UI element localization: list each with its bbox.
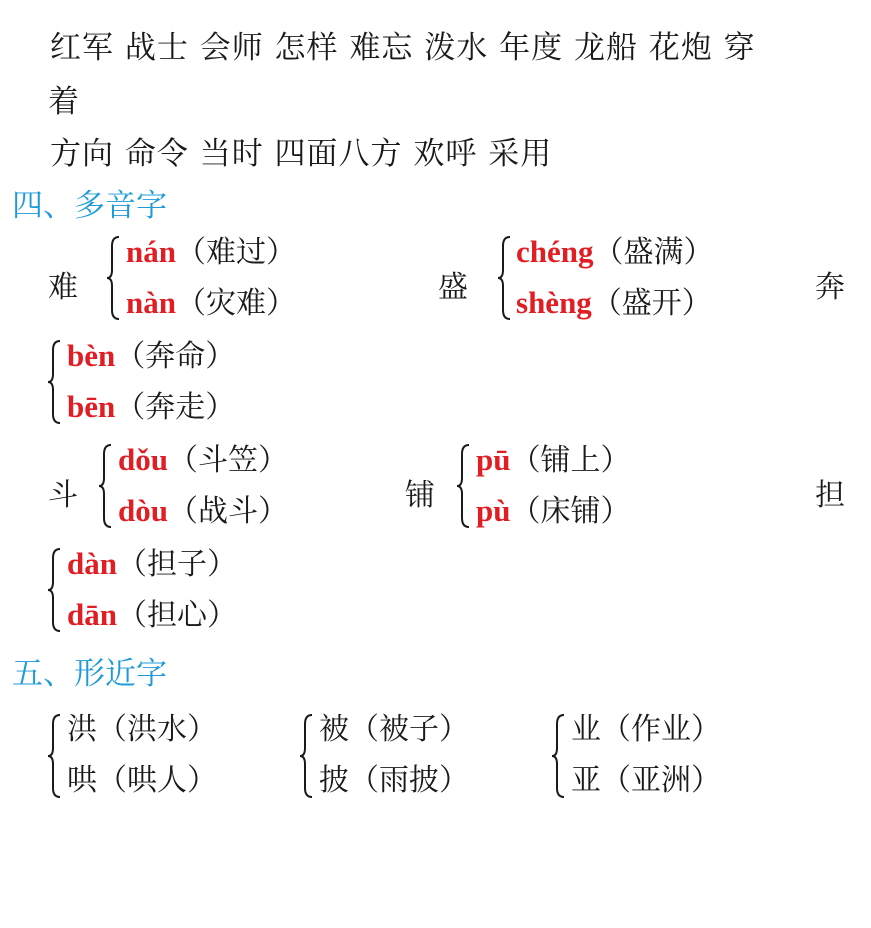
brace-icon bbox=[456, 444, 470, 528]
example-word: （灾难） bbox=[175, 286, 296, 321]
similar-char-item: 披（雨披） bbox=[319, 763, 469, 798]
polyphonic-char: 担 bbox=[815, 478, 845, 513]
reading-row bbox=[126, 232, 296, 272]
pinyin: dòu bbox=[118, 493, 168, 528]
vocab-line-2: 方向 命令 当时 四面八方 欢呼 采用 bbox=[50, 136, 553, 172]
example-word: （担心） bbox=[116, 598, 237, 633]
vocab-line-1-wrap: 着 bbox=[48, 84, 80, 120]
similar-char-item: 洪（洪水） bbox=[67, 712, 217, 747]
reading-row bbox=[67, 336, 235, 376]
example-word: （担子） bbox=[116, 547, 237, 582]
example-word: （盛满） bbox=[593, 235, 714, 270]
pinyin: bēn bbox=[67, 389, 116, 424]
pinyin: pù bbox=[476, 493, 511, 528]
polyphonic-char: 斗 bbox=[48, 478, 78, 513]
reading-row bbox=[126, 283, 296, 323]
section-heading-polyphonic: 四、多音字 bbox=[12, 188, 167, 224]
example-word: （奔走） bbox=[115, 390, 236, 425]
pinyin: chéng bbox=[516, 234, 594, 269]
pinyin: dān bbox=[67, 597, 117, 632]
example-word: （难过） bbox=[175, 235, 296, 270]
polyphonic-char: 铺 bbox=[405, 478, 435, 513]
brace-icon bbox=[299, 714, 313, 798]
brace-icon bbox=[98, 444, 112, 528]
example-word: （盛开） bbox=[591, 286, 712, 321]
reading-row bbox=[516, 232, 714, 272]
reading-row bbox=[67, 595, 237, 635]
similar-char-item: 被（被子） bbox=[319, 712, 469, 747]
reading-row bbox=[118, 491, 288, 531]
brace-icon bbox=[47, 340, 61, 424]
polyphonic-char: 难 bbox=[48, 270, 78, 305]
pinyin: nán bbox=[126, 234, 176, 269]
example-word: （床铺） bbox=[510, 494, 631, 529]
reading-row bbox=[476, 491, 630, 531]
similar-char-item: 亚（亚洲） bbox=[571, 763, 721, 798]
pinyin: bèn bbox=[67, 338, 116, 373]
reading-row bbox=[67, 544, 237, 584]
pinyin: dǒu bbox=[118, 442, 168, 477]
brace-icon bbox=[551, 714, 565, 798]
similar-char-item: 哄（哄人） bbox=[67, 763, 217, 798]
similar-char-item: 业（作业） bbox=[571, 712, 721, 747]
brace-icon bbox=[106, 236, 120, 320]
reading-row bbox=[476, 440, 630, 480]
pinyin: dàn bbox=[67, 546, 117, 581]
pinyin: pū bbox=[476, 442, 511, 477]
pinyin: shèng bbox=[516, 285, 592, 320]
reading-row bbox=[67, 387, 235, 427]
reading-row bbox=[118, 440, 288, 480]
polyphonic-char: 盛 bbox=[438, 270, 468, 305]
brace-icon bbox=[47, 714, 61, 798]
polyphonic-char: 奔 bbox=[815, 270, 845, 305]
brace-icon bbox=[47, 548, 61, 632]
vocab-line-1: 红军 战士 会师 怎样 难忘 泼水 年度 龙船 花炮 穿 bbox=[50, 30, 756, 66]
pinyin: nàn bbox=[126, 285, 176, 320]
example-word: （奔命） bbox=[115, 339, 236, 374]
example-word: （铺上） bbox=[510, 443, 631, 478]
reading-row bbox=[516, 283, 712, 323]
section-heading-similar-chars: 五、形近字 bbox=[12, 656, 167, 692]
example-word: （战斗） bbox=[167, 494, 288, 529]
example-word: （斗笠） bbox=[167, 443, 288, 478]
brace-icon bbox=[497, 236, 511, 320]
